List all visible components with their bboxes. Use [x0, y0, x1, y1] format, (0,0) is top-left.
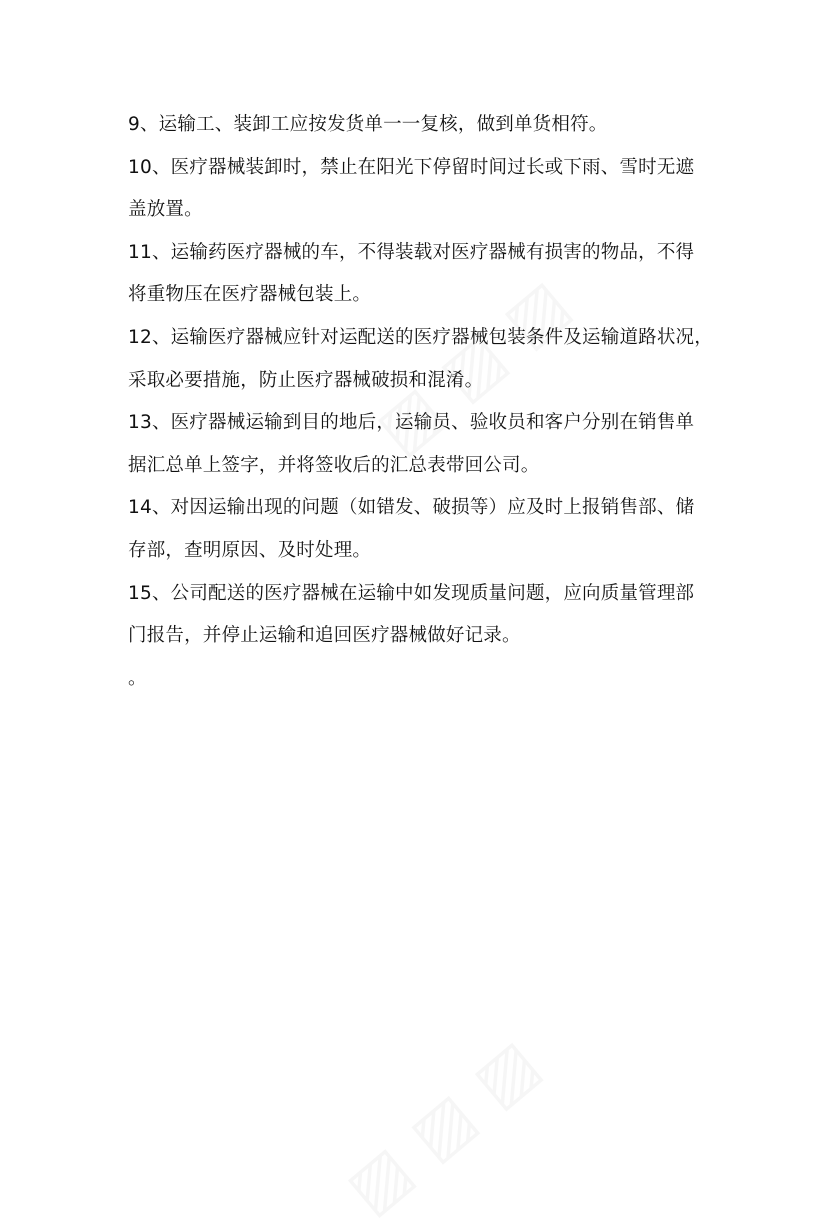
watermark [333, 1026, 554, 1228]
text-line: 14、对因运输出现的问题（如错发、破损等）应及时上报销售部、储 [128, 497, 695, 519]
text-line: 采取必要措施，防止医疗器械破损和混淆。 [128, 369, 484, 391]
text-line: 门报告，并停止运输和追回医疗器械做好记录。 [128, 625, 521, 647]
text-line: 盖放置。 [128, 199, 203, 221]
text-line: 据汇总单上签字，并将签收后的汇总表带回公司。 [128, 454, 540, 476]
text-line: 9、运输工、装卸工应按发货单一一复核，做到单货相符。 [128, 114, 608, 135]
text-line: 将重物压在医疗器械包装上。 [128, 284, 372, 306]
text-line: 10、医疗器械装卸时，禁止在阳光下停留时间过长或下雨、雪时无遮 [128, 156, 695, 178]
text-line: 13、医疗器械运输到目的地后，运输员、验收员和客户分别在销售单 [128, 412, 695, 434]
text-line: 12、运输医疗器械应针对运配送的医疗器械包装条件及运输道路状况， [128, 326, 713, 348]
text-line: 存部，查明原因、及时处理。 [128, 539, 372, 561]
text-line: 15、公司配送的医疗器械在运输中如发现质量问题，应向质量管理部 [128, 582, 695, 604]
document-body [128, 104, 728, 700]
text-line: 。 [128, 667, 147, 689]
text-line: 11、运输药医疗器械的车，不得装载对医疗器械有损害的物品，不得 [128, 241, 695, 263]
